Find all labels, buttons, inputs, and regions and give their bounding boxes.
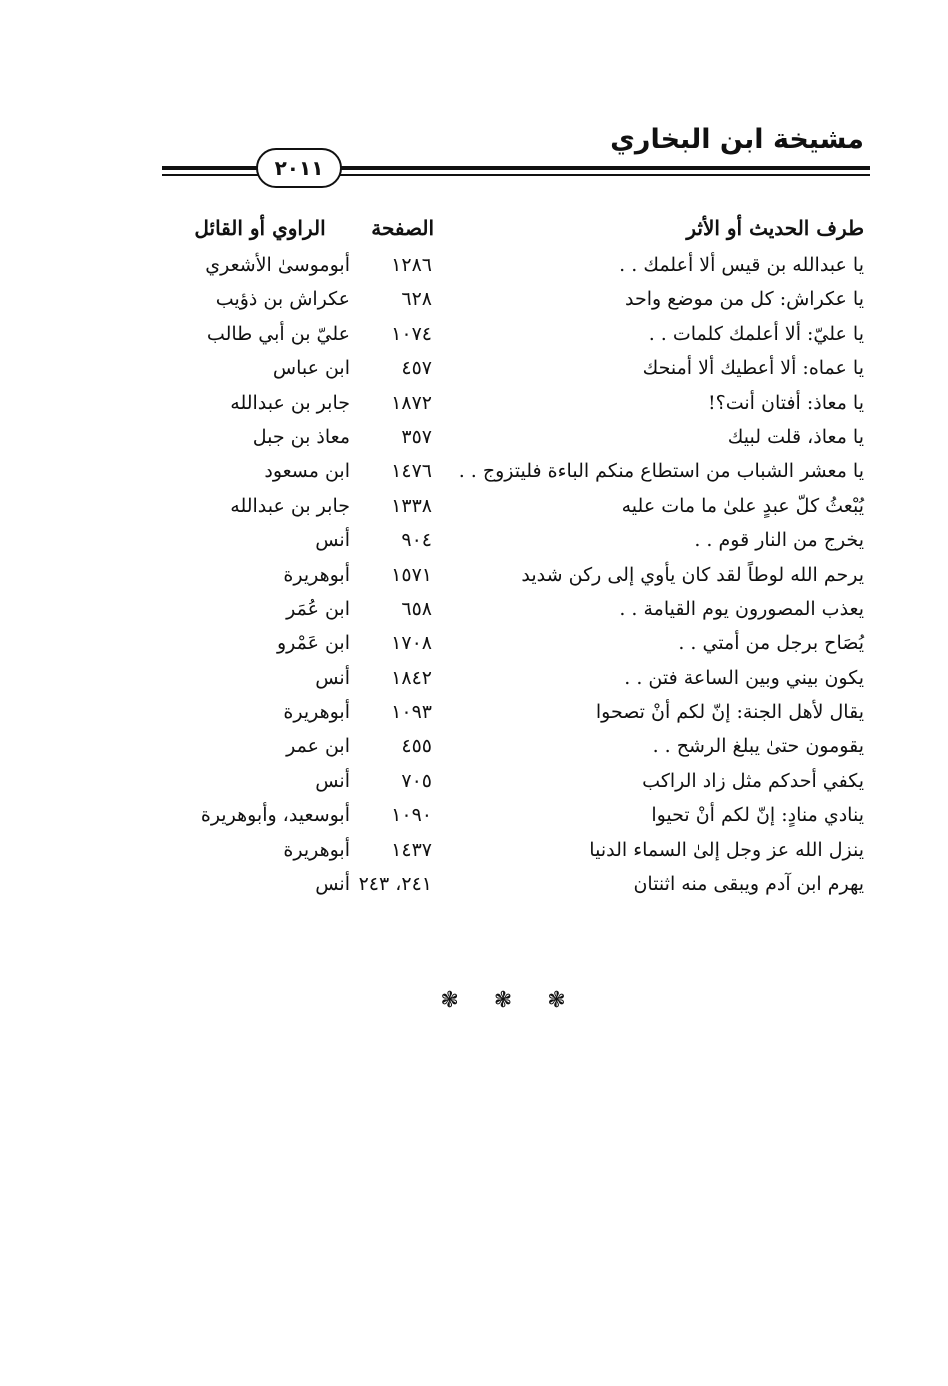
hadith-text: يرحم الله لوطاً لقد كان يأوي إلى ركن شديد (521, 563, 864, 586)
narrator-name: أنس (315, 666, 350, 689)
page-ref: ١٥٧١ (391, 563, 432, 586)
narrator-name: أبوهريرة (283, 701, 350, 724)
column-header-hadith: طرف الحديث أو الأثر (686, 216, 864, 240)
hadith-text: يا معاذ، قلت لبيك (727, 425, 864, 448)
page-ref: ١٧٠٨ (391, 632, 432, 655)
narrator-name: أنس (315, 873, 350, 896)
table-row (0, 733, 948, 767)
hadith-text: يا معاذ: أفتان أنت؟! (708, 391, 864, 414)
table-row (0, 390, 948, 424)
table-row (0, 424, 948, 458)
narrator-name: ابن عَمْرو (276, 632, 350, 655)
page-ref: ٤٥٥ (401, 735, 432, 758)
page-ref: ٤٥٧ (401, 357, 432, 380)
hadith-text: يُبْعثُ كلّ عبدٍ علىٰ ما مات عليه (621, 494, 864, 517)
table-row (0, 665, 948, 699)
section-end-ornament: ❃ ❃ ❃ (440, 988, 580, 1013)
hadith-text: يكون بيني وبين الساعة فتن . . (624, 666, 864, 689)
narrator-name: ابن عباس (272, 357, 350, 380)
table-row (0, 527, 948, 561)
page-ref: ٦٢٨ (401, 288, 432, 311)
narrator-name: معاذ بن جبل (252, 425, 350, 448)
narrator-name: ابن عمر (286, 735, 350, 758)
table-row (0, 562, 948, 596)
narrator-name: أبوهريرة (283, 563, 350, 586)
page-number: ٢٠١١ (256, 148, 342, 188)
table-row (0, 286, 948, 320)
table-row (0, 871, 948, 905)
hadith-text: يا عليّ: ألا أعلمك كلمات . . (648, 322, 864, 345)
page-ref: ١٨٧٢ (391, 391, 432, 414)
narrator-name: أنس (315, 529, 350, 552)
page-ref: ١٤٣٧ (391, 838, 432, 861)
page-ref: ١٤٧٦ (391, 460, 432, 483)
index-table (0, 252, 948, 905)
table-row (0, 802, 948, 836)
page-ref: ٧٠٥ (401, 769, 432, 792)
hadith-text: يا عبدالله بن قيس ألا أعلمك . . (619, 254, 864, 276)
hadith-text: يقال لأهل الجنة: إنّ لكم أنْ تصحوا (595, 701, 864, 724)
hadith-text: يقومون حتىٰ يبلغ الرشح . . (652, 735, 864, 758)
page-ref: ١٠٩٣ (391, 701, 432, 724)
narrator-name: أبوسعيد، وأبوهريرة (200, 804, 350, 827)
narrator-name: عكراش بن ذؤيب (215, 288, 350, 311)
narrator-name: أبوموسىٰ الأشعري (205, 254, 350, 276)
hadith-text: ينادي منادٍ: إنّ لكم أنْ تحيوا (651, 804, 864, 827)
hadith-text: يعذب المصورون يوم القيامة . . (619, 597, 864, 620)
table-row (0, 630, 948, 664)
page-ref: ٩٠٤ (401, 529, 432, 552)
narrator-name: أنس (315, 769, 350, 792)
book-title: مشيخة ابن البخاري (610, 124, 864, 155)
hadith-text: يهرم ابن آدم ويبقى منه اثنتان (633, 873, 864, 896)
hadith-text: يا معشر الشباب من استطاع منكم الباءة فليتزوج . . (458, 460, 864, 483)
table-row (0, 596, 948, 630)
table-row (0, 355, 948, 389)
hadith-text: يا عكراش: كل من موضع واحد (625, 288, 864, 311)
narrator-name: أبوهريرة (283, 838, 350, 861)
column-header-narrator: الراوي أو القائل (194, 216, 326, 240)
page-ref: ١٠٩٠ (391, 804, 432, 827)
narrator-name: ابن مسعود (264, 460, 350, 483)
table-row (0, 837, 948, 871)
page-ref: ٢٤١، ٢٤٣ (358, 873, 432, 896)
table-row (0, 458, 948, 492)
table-row (0, 493, 948, 527)
page-ref: ١٠٧٤ (391, 322, 432, 345)
page-ref: ٦٥٨ (401, 597, 432, 620)
narrator-name: عليّ بن أبي طالب (206, 322, 350, 345)
narrator-name: ابن عُمَر (286, 597, 350, 620)
hadith-text: يكفي أحدكم مثل زاد الراكب (642, 769, 864, 792)
hadith-text: ينزل الله عز وجل إلىٰ السماء الدنيا (589, 838, 864, 861)
page-ref: ١٣٣٨ (391, 494, 432, 517)
page-ref: ١٨٤٢ (391, 666, 432, 689)
table-row (0, 321, 948, 355)
column-header-page: الصفحة (371, 216, 434, 240)
narrator-name: جابر بن عبدالله (230, 494, 350, 517)
hadith-text: يخرج من النار قوم . . (694, 529, 864, 552)
table-row (0, 768, 948, 802)
hadith-text: يُصَاح برجل من أمتي . . (678, 632, 864, 655)
table-row (0, 699, 948, 733)
table-row (0, 252, 948, 286)
hadith-text: يا عماه: ألا أعطيك ألا أمنحك (642, 357, 864, 380)
page-ref: ٣٥٧ (401, 425, 432, 448)
narrator-name: جابر بن عبدالله (230, 391, 350, 414)
page-ref: ١٢٨٦ (391, 254, 432, 276)
